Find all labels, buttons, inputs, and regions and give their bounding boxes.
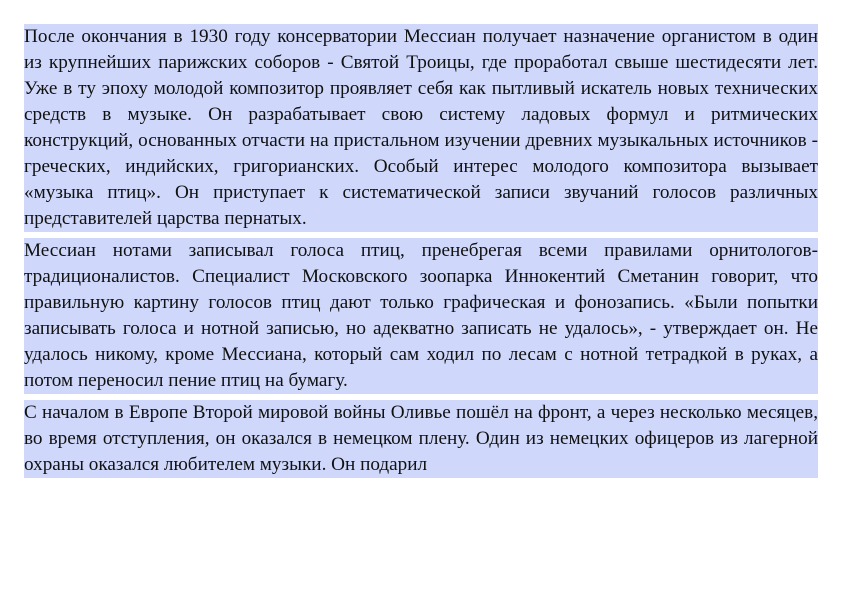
text-slide (24, 24, 818, 478)
paragraph-bird-songs: Мессиан нотами записывал голоса птиц, пренебрегая всеми правилами орнитологов-традиционалистов. Специалист Московского зоопарка Иннокентий Сметанин говорит, что правильную картину голосов птиц дают только графическая и фонозапись. «Были попытки записывать голоса и нотной записью, но адекватно записать не удалось», - утверждает он. Не удалось никому, кроме Мессиана, который сам ходил по лесам с нотной тетрадкой в руках, а потом переносил пение птиц на бумагу. (24, 238, 818, 394)
paragraph-war: С началом в Европе Второй мировой войны Оливье пошёл на фронт, а через несколько месяцев, во время отступления, он оказался в немецком плену. Один из немецких офицеров из лагерной охраны оказался любителем музыки. Он подарил (24, 400, 818, 478)
paragraph-conservatory: После окончания в 1930 году консерватории Мессиан получает назначение органистом в один из крупнейших парижских соборов - Святой Троицы, где проработал свыше шестидесяти лет. Уже в ту эпоху молодой композитор проявляет себя как пытливый искатель новых технических средств в музыке. Он разрабатывает свою систему ладовых формул и ритмических конструкций, основанных отчасти на пристальном изучении древних музыкальных источников - греческих, индийских, григорианских. Особый интерес молодого композитора вызывает «музыка птиц». Он приступает к систематической записи звучаний голосов различных представителей царства пернатых. (24, 24, 818, 232)
